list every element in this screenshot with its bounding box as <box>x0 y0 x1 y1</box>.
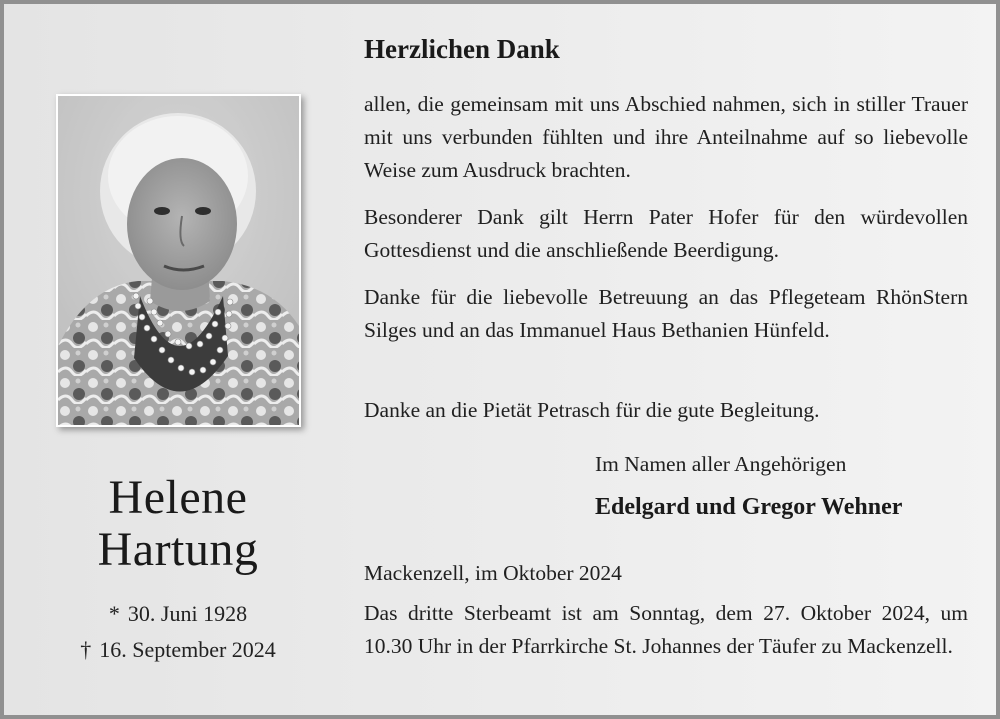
death-date: 16. September 2024 <box>99 637 276 662</box>
deceased-last-name: Hartung <box>97 523 259 576</box>
death-cross-icon: † <box>80 637 92 662</box>
signature-label: Im Namen aller Angehörigen <box>595 452 847 476</box>
birth-date-line <box>44 600 312 628</box>
signature-names: Edelgard und Gregor Wehner <box>595 494 903 520</box>
birth-date: 30. Juni 1928 <box>127 601 248 626</box>
death-date-line <box>44 636 312 664</box>
service-announcement: Das dritte Sterbeamt ist am Sonntag, dem 27. Oktober 2024, um 10.30 Uhr in der Pfarrkirche St. Johannes der Täufer zu Mackenzell. <box>364 601 968 658</box>
place-and-date: Mackenzell, im Oktober 2024 <box>364 561 622 585</box>
notice-heading: Herzlichen Dank <box>364 34 560 64</box>
thanks-paragraph-1: allen, die gemeinsam mit uns Abschied nahmen, sich in stiller Trauer mit uns verbunden fühlten und ihre Anteilnahme auf so liebevolle Weise zum Ausdruck brachten. <box>364 92 968 182</box>
thanks-paragraph-4: Danke an die Pietät Petrasch für die gute Begleitung. <box>364 398 820 422</box>
deceased-first-name: Helene <box>108 471 248 524</box>
thanks-paragraph-3: Danke für die liebevolle Betreuung an das Pflegeteam RhönStern Silges und an das Immanuel Haus Bethanien Hünfeld. <box>364 285 968 342</box>
portrait-image <box>58 96 299 425</box>
thanks-paragraph-2: Besonderer Dank gilt Herrn Pater Hofer für den würdevollen Gottesdienst und die anschließende Beerdigung. <box>364 205 968 262</box>
birth-star-icon: * <box>108 601 120 626</box>
portrait-photo <box>56 94 301 427</box>
